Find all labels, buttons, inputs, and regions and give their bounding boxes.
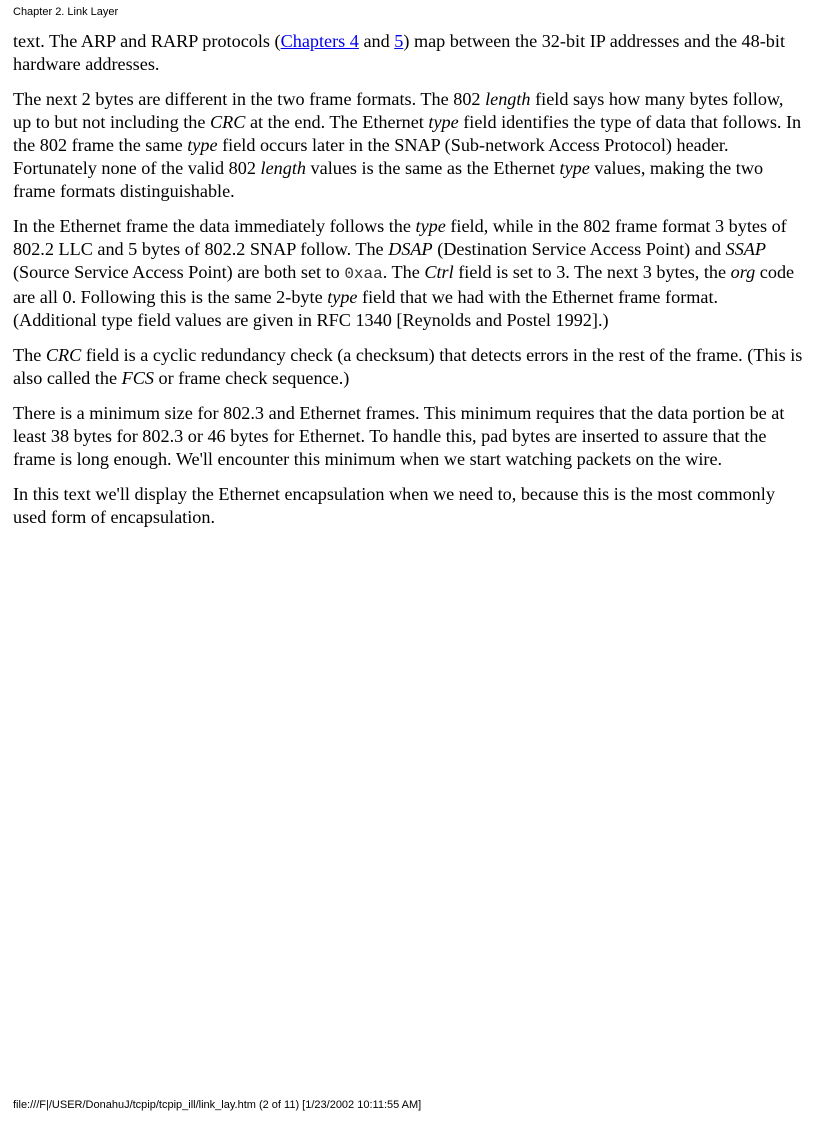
paragraph-encapsulation: In this text we'll display the Ethernet encapsulation when we need to, because this is the most commonly used form of encapsulation. [13,484,775,527]
page-header: Chapter 2. Link Layer [13,6,119,18]
paragraph-llc-snap: In the Ethernet frame the data immediately follows the type field, while in the 802 frame format 3 bytes of 802.2 LLC and 5 bytes of 802.2 SNAP follow. The DSAP (Destination Service Access Point) and SSAP (Source Service Access Point) are both set to 0xaa. The Ctrl field is set to 3. The next 3 bytes, the org code are all 0. Following this is the same 2-byte type field that we had with the Ethernet frame format. (Additional type field values are given in RFC 1340 [Reynolds and Postel 1992].) [13,216,795,330]
link-chapters-4[interactable]: Chapters 4 [280,31,359,51]
paragraph-frame-formats: The next 2 bytes are different in the two frame formats. The 802 length field says how many bytes follow, up to but not including the CRC at the end. The Ethernet type field identifies the type of data that follows. In the 802 frame the same type field occurs later in the SNAP (Sub-network Access Protocol) header. Fortunately none of the valid 802 length values is the same as the Ethernet type values, making the two frame formats distinguishable. [13,89,802,201]
document-body [13,30,803,541]
link-chapter-5[interactable]: 5 [394,31,404,51]
paragraph-arp-rarp: text. The ARP and RARP protocols (Chapters 4 and 5) map between the 32-bit IP addresses and the 48-bit hardware addresses. [13,31,786,74]
paragraph-crc: The CRC field is a cyclic redundancy check (a checksum) that detects errors in the rest of the frame. (This is also called the FCS or frame check sequence.) [13,345,803,388]
paragraph-minimum-size: There is a minimum size for 802.3 and Ethernet frames. This minimum requires that the data portion be at least 38 bytes for 802.3 or 46 bytes for Ethernet. To handle this, pad bytes are inserted to assure that the frame is long enough. We'll encounter this minimum when we start watching packets on the wire. [13,403,785,469]
code-0xaa: 0xaa [344,265,383,283]
page-footer: file:///F|/USER/DonahuJ/tcpip/tcpip_ill/link_lay.htm (2 of 11) [1/23/2002 10:11:55 AM] [13,1099,422,1111]
